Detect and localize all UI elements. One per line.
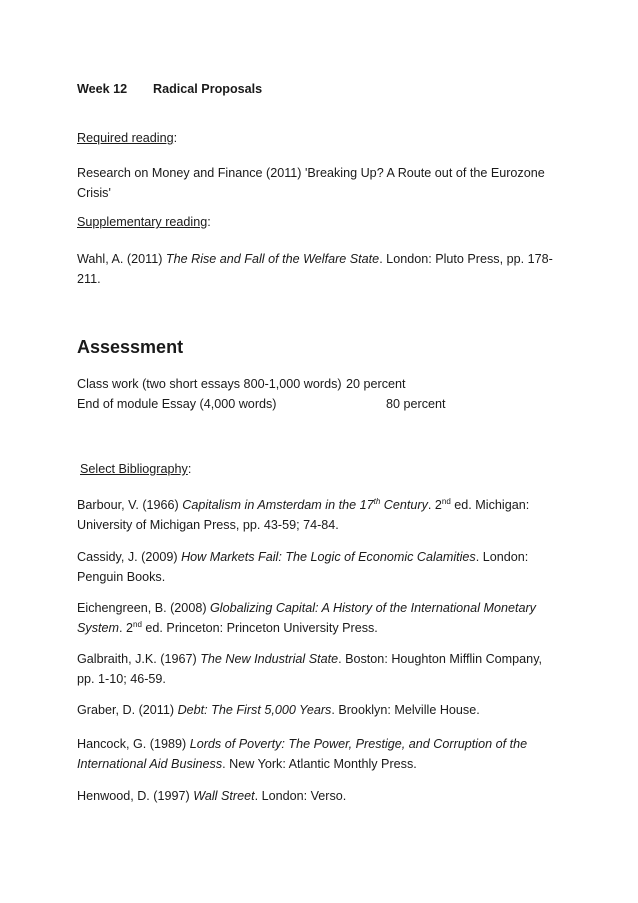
bibliography-entry-cassidy: Cassidy, J. (2009) How Markets Fail: The Logic of Economic Calamities. London: Penguin Books. bbox=[77, 550, 529, 584]
bibliography-entry-eichengreen: Eichengreen, B. (2008) Globalizing Capital: A History of the International Monetary System. 2nd ed. Princeton: Princeton University Press. bbox=[77, 601, 536, 635]
assessment-list bbox=[77, 374, 557, 414]
bibliography-entry-barbour: Barbour, V. (1966) Capitalism in Amsterdam in the 17th Century. 2nd ed. Michigan: University of Michigan Press, pp. 43-59; 74-84. bbox=[77, 497, 530, 532]
bibliography-entry-hancock: Hancock, G. (1989) Lords of Poverty: The Power, Prestige, and Corruption of the International Aid Business. New York: Atlantic Monthly Press. bbox=[77, 737, 528, 771]
assessment-item bbox=[77, 374, 557, 394]
assessment-value: 20 percent bbox=[346, 377, 406, 391]
assessment-label: Class work (two short essays 800-1,000 words) bbox=[77, 377, 342, 391]
assessment-value: 80 percent bbox=[386, 397, 446, 411]
supplementary-reading-heading: Supplementary reading: bbox=[77, 215, 211, 229]
assessment-label: End of module Essay (4,000 words) bbox=[77, 397, 277, 411]
assessment-heading: Assessment bbox=[77, 337, 184, 357]
bibliography-heading: Select Bibliography: bbox=[80, 462, 192, 476]
week-heading bbox=[77, 79, 557, 99]
week-number: Week 12 bbox=[77, 82, 128, 96]
bibliography-entry-galbraith: Galbraith, J.K. (1967) The New Industrial State. Boston: Houghton Mifflin Company, pp. 1-10; 46-59. bbox=[77, 652, 543, 686]
supplementary-reading-entry: Wahl, A. (2011) The Rise and Fall of the Welfare State. London: Pluto Press, pp. 178-211. bbox=[77, 252, 553, 286]
week-title: Radical Proposals bbox=[153, 82, 263, 96]
required-reading-entry: Research on Money and Finance (2011) 'Breaking Up? A Route out of the Eurozone Crisis' bbox=[77, 166, 545, 200]
bibliography-entry-henwood: Henwood, D. (1997) Wall Street. London: Verso. bbox=[77, 789, 347, 803]
assessment-item bbox=[77, 394, 557, 414]
required-reading-heading: Required reading: bbox=[77, 131, 178, 145]
bibliography-entry-graber: Graber, D. (2011) Debt: The First 5,000 Years. Brooklyn: Melville House. bbox=[77, 703, 480, 717]
